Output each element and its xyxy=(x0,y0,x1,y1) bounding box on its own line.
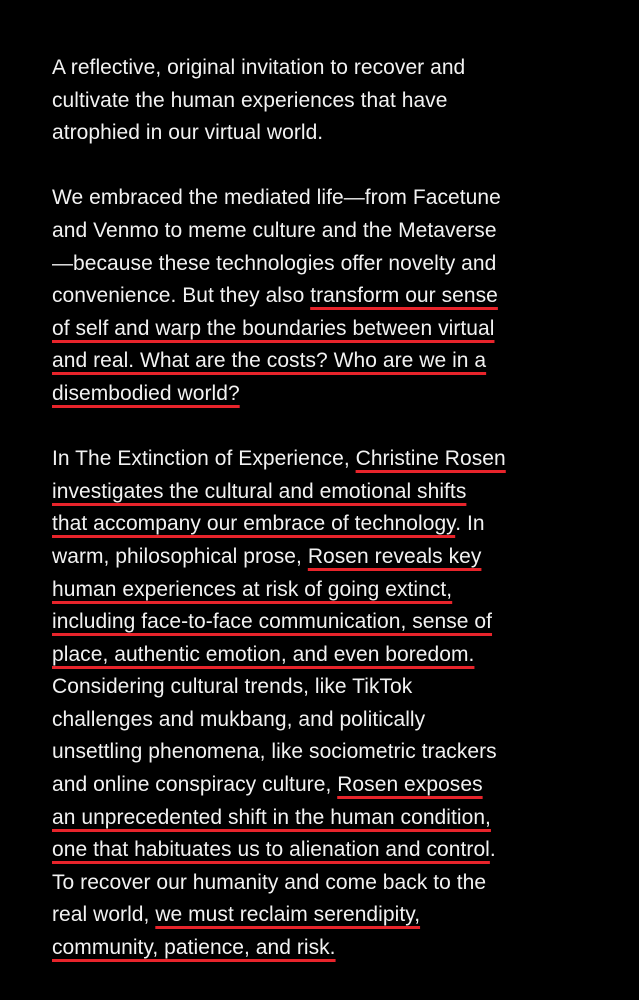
highlighted-text: human experiences at risk of going extinct, xyxy=(52,577,453,601)
text-segment: unsettling phenomena, like sociometric trackers xyxy=(52,740,497,764)
text-line xyxy=(52,736,612,769)
highlighted-text: that accompany our embrace of technology xyxy=(52,512,456,536)
text-segment: convenience. But they also xyxy=(52,284,311,308)
text-line xyxy=(52,802,612,835)
text-line xyxy=(52,313,612,346)
text-line xyxy=(52,639,612,672)
book-description xyxy=(52,52,612,997)
text-segment: real world, xyxy=(52,903,156,927)
highlighted-text: an unprecedented shift in the human condition, xyxy=(52,805,491,829)
text-line xyxy=(52,52,612,85)
text-segment: We embraced the mediated life—from Facetune xyxy=(52,186,501,210)
text-segment: . xyxy=(489,838,496,862)
paragraph xyxy=(52,443,612,965)
text-line xyxy=(52,899,612,932)
text-line xyxy=(52,508,612,541)
highlighted-text: we must reclaim serendipity, xyxy=(155,903,421,927)
text-line xyxy=(52,345,612,378)
text-line xyxy=(52,574,612,607)
highlighted-text: Christine Rosen xyxy=(355,447,506,471)
highlighted-text: one that habituates us to alienation and control xyxy=(52,838,490,862)
text-line xyxy=(52,248,612,281)
paragraph xyxy=(52,52,612,150)
text-line xyxy=(52,606,612,639)
text-line xyxy=(52,280,612,313)
highlighted-text: of self and warp the boundaries between virtual xyxy=(52,316,495,340)
text-line xyxy=(52,443,612,476)
highlighted-text: Rosen exposes xyxy=(337,773,483,797)
text-segment: Considering cultural trends, like TikTok xyxy=(52,675,413,699)
text-line xyxy=(52,834,612,867)
text-segment: challenges and mukbang, and politically xyxy=(52,707,426,731)
text-segment: cultivate the human experiences that have xyxy=(52,88,448,112)
text-line xyxy=(52,117,612,150)
highlighted-text: investigates the cultural and emotional shifts xyxy=(52,479,467,503)
text-segment: . In xyxy=(455,512,485,536)
text-line xyxy=(52,932,612,965)
text-line xyxy=(52,867,612,900)
text-line xyxy=(52,476,612,509)
highlighted-text: transform our sense xyxy=(310,284,498,308)
text-line xyxy=(52,769,612,802)
highlighted-text: and real. What are the costs? Who are we in a xyxy=(52,349,487,373)
highlighted-text: disembodied world? xyxy=(52,381,240,405)
text-line xyxy=(52,85,612,118)
text-segment: —because these technologies offer novelty and xyxy=(52,251,497,275)
text-segment: A reflective, original invitation to recover and xyxy=(52,56,466,79)
highlighted-text: community, patience, and risk. xyxy=(52,936,336,960)
text-segment: and online conspiracy culture, xyxy=(52,773,338,797)
highlighted-text: place, authentic emotion, and even boredom. xyxy=(52,642,475,666)
text-line xyxy=(52,182,612,215)
highlighted-text: including face-to-face communication, sense of xyxy=(52,610,493,634)
text-segment: To recover our humanity and come back to the xyxy=(52,870,487,894)
text-line xyxy=(52,378,612,411)
text-segment: warm, philosophical prose, xyxy=(52,544,308,568)
text-segment: and Venmo to meme culture and the Metaverse xyxy=(52,218,497,242)
text-line xyxy=(52,541,612,574)
text-line xyxy=(52,671,612,704)
text-segment: In The Extinction of Experience, xyxy=(52,447,356,471)
text-line xyxy=(52,215,612,248)
highlighted-text: Rosen reveals key xyxy=(307,544,482,568)
paragraph xyxy=(52,182,612,410)
text-line xyxy=(52,704,612,737)
text-segment: atrophied in our virtual world. xyxy=(52,121,324,145)
